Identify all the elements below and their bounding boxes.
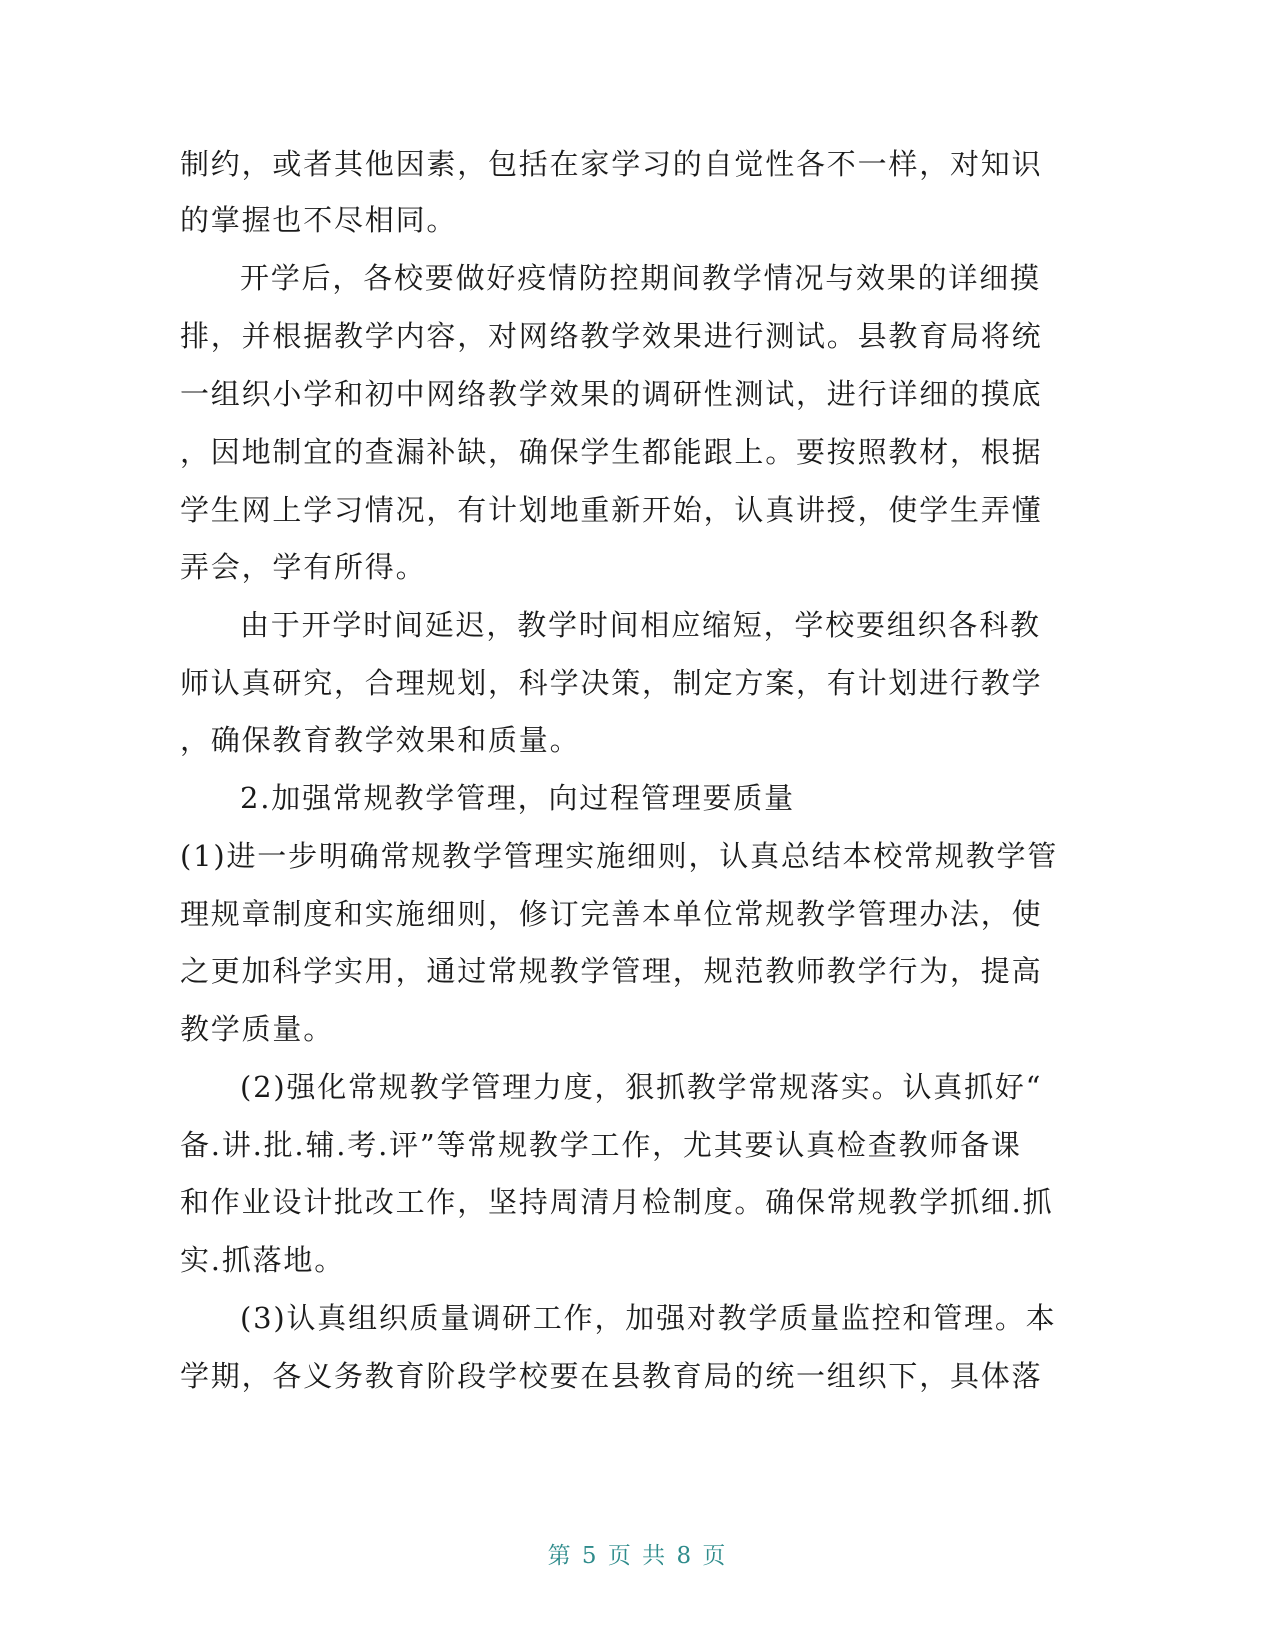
text-line: 弄会，学有所得。	[180, 550, 427, 584]
text-line: ，确保教育教学效果和质量。	[180, 723, 581, 757]
text-line: 的掌握也不尽相同。	[180, 203, 458, 237]
section-heading: 2.加强常规教学管理，向过程管理要质量	[240, 781, 795, 815]
page-number-footer: 第 5 页 共 8 页	[547, 1543, 728, 1569]
text-line: 排，并根据教学内容，对网络教学效果进行测试。县教育局将统	[180, 319, 1043, 353]
text-line: 理规章制度和实施细则，修订完善本单位常规教学管理办法，使	[180, 897, 1043, 931]
text-line: 开学后，各校要做好疫情防控期间教学情况与效果的详细摸	[240, 261, 1041, 295]
text-line: 学期，各义务教育阶段学校要在县教育局的统一组织下，具体落	[180, 1359, 1043, 1393]
text-line: 学生网上学习情况，有计划地重新开始，认真讲授，使学生弄懂	[180, 493, 1043, 527]
text-line: ，因地制宜的查漏补缺，确保学生都能跟上。要按照教材，根据	[180, 435, 1043, 469]
text-line: 和作业设计批改工作，坚持周清月检制度。确保常规教学抓细.抓	[180, 1185, 1054, 1219]
text-line: (2)强化常规教学管理力度，狠抓教学常规落实。认真抓好“	[240, 1070, 1043, 1104]
text-line: (3)认真组织质量调研工作，加强对教学质量监控和管理。本	[240, 1301, 1057, 1335]
text-line: 教学质量。	[180, 1012, 335, 1046]
text-line: 备.讲.批.辅.考.评”等常规教学工作，尤其要认真检查教师备课	[180, 1128, 1022, 1162]
text-line: (1)进一步明确常规教学管理实施细则，认真总结本校常规教学管	[180, 839, 1059, 873]
text-line: 制约，或者其他因素，包括在家学习的自觉性各不一样，对知识	[180, 147, 1043, 181]
text-line: 之更加科学实用，通过常规教学管理，规范教师教学行为，提高	[180, 954, 1043, 988]
text-line: 实.抓落地。	[180, 1243, 346, 1277]
text-line: 由于开学时间延迟，教学时间相应缩短，学校要组织各科教	[240, 608, 1041, 642]
text-line: 一组织小学和初中网络教学效果的调研性测试，进行详细的摸底	[180, 377, 1043, 411]
text-line: 师认真研究，合理规划，科学决策，制定方案，有计划进行教学	[180, 666, 1043, 700]
